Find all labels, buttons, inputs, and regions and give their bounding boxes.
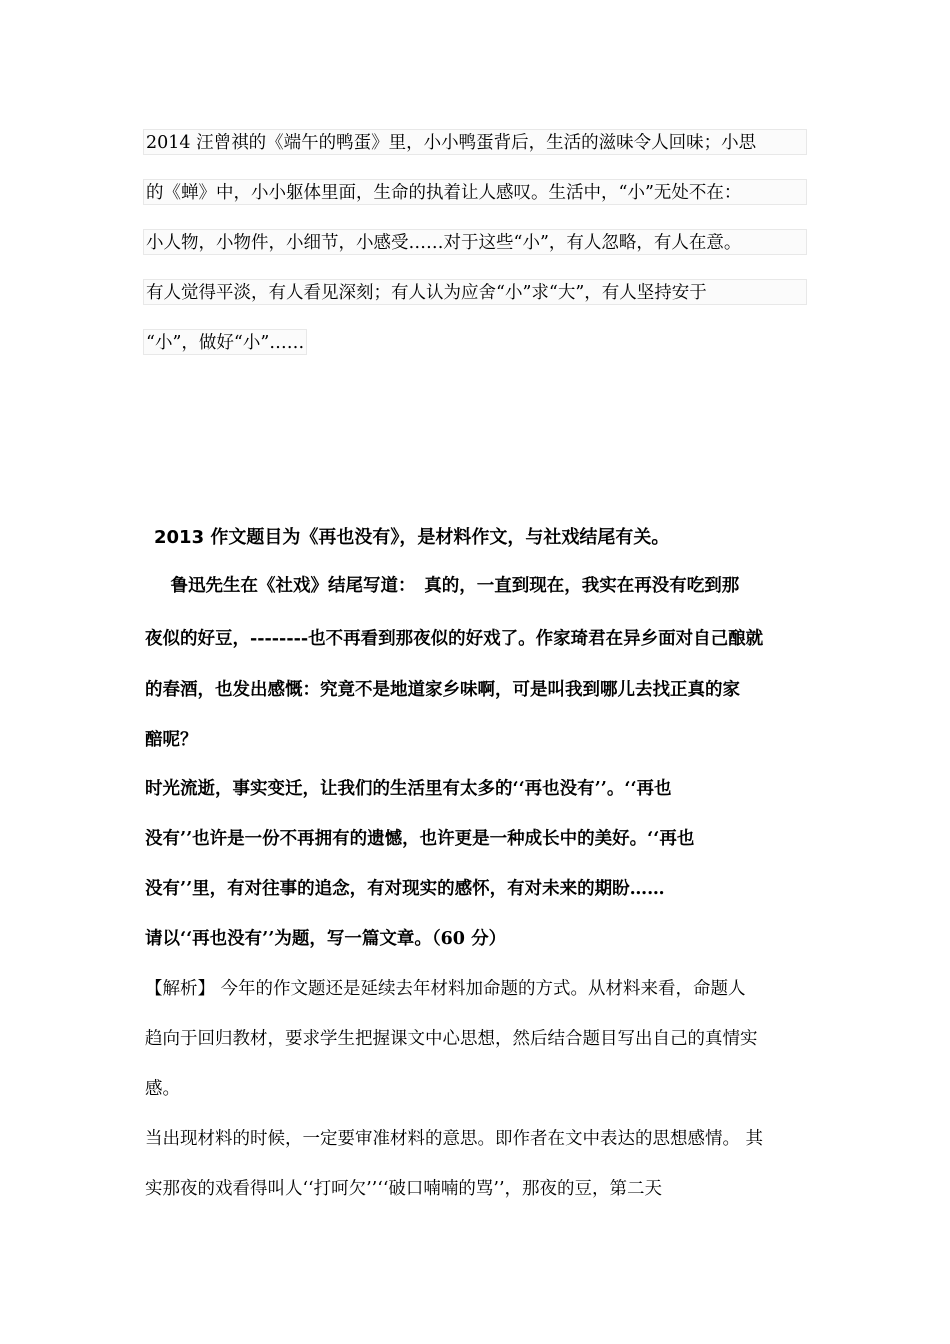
- essay-2013-line-4: 醅呢？: [145, 730, 198, 750]
- essay-2013-line-7: 没有’’里，有对往事的追念，有对现实的感怀，有对未来的期盼……: [145, 879, 665, 899]
- essay-2013-line-8: 请以‘‘再也没有’’为题，写一篇文章。（60 分）: [145, 929, 507, 949]
- essay-2013-line-5: 时光流逝，事实变迁，让我们的生活里有太多的‘‘再也没有’’。‘‘再也: [145, 779, 672, 799]
- analysis-line-5: 实那夜的戏看得叫人‘‘打呵欠’’‘‘破口喃喃的骂’’，那夜的豆，第二天: [145, 1179, 662, 1199]
- essay-2013-line-6: 没有’’也许是一份不再拥有的遗憾，也许更是一种成长中的美好。‘‘再也: [145, 829, 695, 849]
- essay-2014-line-1: 2014 汪曾祺的《端午的鸭蛋》里，小小鸭蛋背后，生活的滋味令人回味；小思: [143, 129, 807, 155]
- analysis-line-4: 当出现材料的时候，一定要审准材料的意思。即作者在文中表达的思想感情。 其: [145, 1129, 764, 1149]
- essay-2014-line-2: 的《蝉》中，小小躯体里面，生命的执着让人感叹。生活中，“小”无处不在：: [143, 179, 807, 205]
- essay-2014-line-3: 小人物，小物件，小细节，小感受……对于这些“小”，有人忽略，有人在意。: [143, 229, 807, 255]
- essay-2013-line-1: 鲁迅先生在《社戏》结尾写道： 真的，一直到现在，我实在再没有吃到那: [153, 576, 740, 596]
- essay-2013-line-3: 的春酒，也发出感慨：究竟不是地道家乡味啊，可是叫我到哪儿去找正真的家: [145, 680, 740, 700]
- essay-2014-line-5: “小”，做好“小”……: [143, 329, 307, 355]
- essay-2013-line-2: 夜似的好豆，--------也不再看到那夜似的好戏了。作家琦君在异乡面对自己酿就: [145, 629, 764, 649]
- analysis-line-1: 【解析】 今年的作文题还是延续去年材料加命题的方式。从材料来看，命题人: [145, 979, 746, 999]
- analysis-line-2: 趋向于回归教材，要求学生把握课文中心思想，然后结合题目写出自己的真情实: [145, 1029, 758, 1049]
- essay-2013-heading: 2013 作文题目为《再也没有》，是材料作文，与社戏结尾有关。: [154, 527, 670, 548]
- essay-2014-line-4: 有人觉得平淡，有人看见深刻；有人认为应舍“小”求“大”，有人坚持安于: [143, 279, 807, 305]
- analysis-line-3: 感。: [145, 1079, 180, 1099]
